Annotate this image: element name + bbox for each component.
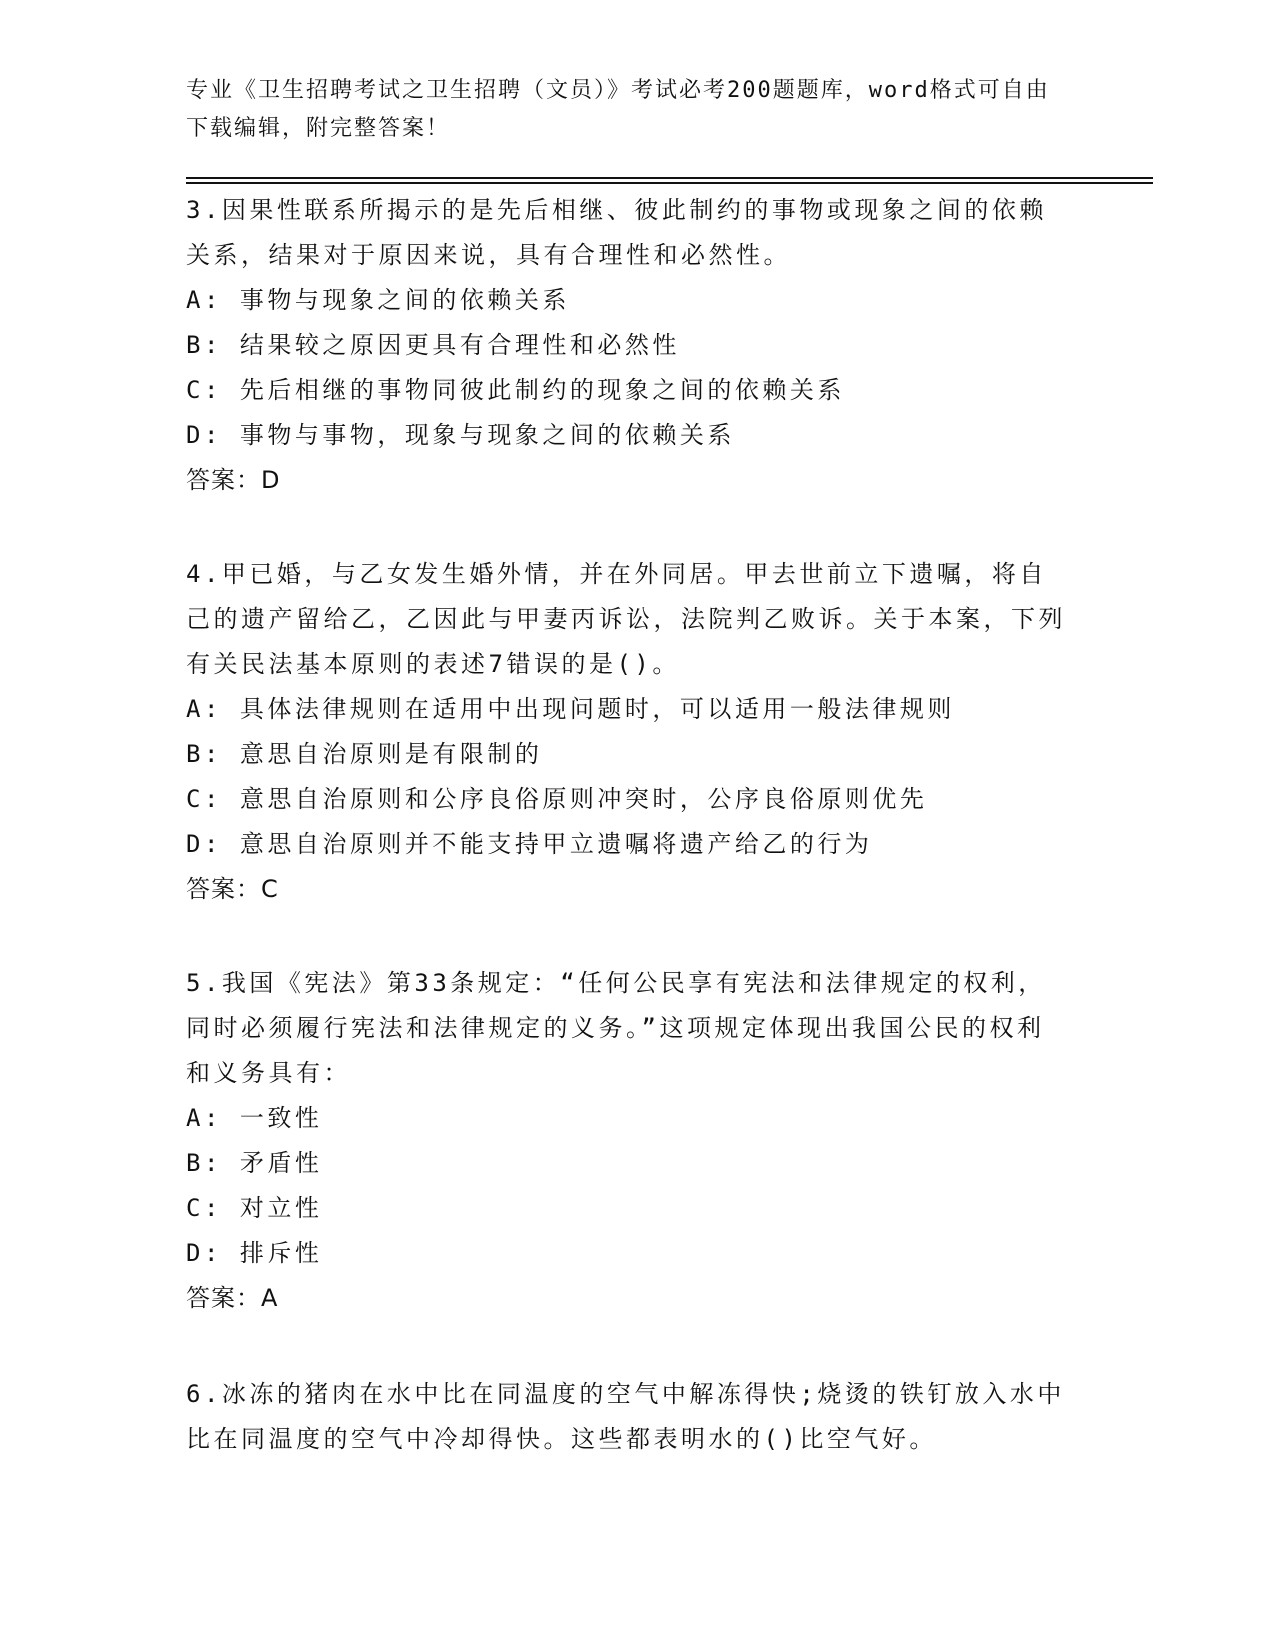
option-b: B: 意思自治原则是有限制的 <box>186 740 543 768</box>
question-stem: 3.因果性联系所揭示的是先后相继、彼此制约的事物或现象之间的依赖关系，结果对于原因来说，具有合理性和必然性。 <box>186 196 1047 269</box>
question-stem: 5.我国《宪法》第33条规定：“任何公民享有宪法和法律规定的权利，同时必须履行宪法和法律规定的义务。”这项规定体现出我国公民的权利和义务具有： <box>186 969 1046 1087</box>
answer: 答案：C <box>186 875 279 903</box>
question-stem: 6.冰冻的猪肉在水中比在同温度的空气中解冻得快;烧烫的铁钉放入水中比在同温度的空气中冷却得快。这些都表明水的()比空气好。 <box>186 1380 1065 1453</box>
option-a: A: 事物与现象之间的依赖关系 <box>186 286 570 314</box>
answer: 答案：A <box>186 1284 279 1312</box>
option-d: D: 意思自治原则并不能支持甲立遗嘱将遗产给乙的行为 <box>186 830 873 858</box>
header-divider-double <box>186 182 1153 184</box>
option-c: C: 对立性 <box>186 1194 323 1222</box>
header-divider <box>186 177 1153 179</box>
option-c: C: 意思自治原则和公序良俗原则冲突时，公序良俗原则优先 <box>186 785 928 813</box>
option-b: B: 矛盾性 <box>186 1149 323 1177</box>
option-b: B: 结果较之原因更具有合理性和必然性 <box>186 331 680 359</box>
option-d: D: 排斥性 <box>186 1239 323 1267</box>
option-a: A: 一致性 <box>186 1104 323 1132</box>
option-d: D: 事物与事物，现象与现象之间的依赖关系 <box>186 421 735 449</box>
question-4 <box>186 552 1066 912</box>
answer: 答案：D <box>186 466 281 494</box>
document-header: 专业《卫生招聘考试之卫生招聘（文员）》考试必考200题题库，word格式可自由下载编辑，附完整答案！ <box>186 78 1050 141</box>
option-c: C: 先后相继的事物同彼此制约的现象之间的依赖关系 <box>186 376 845 404</box>
question-stem: 4.甲已婚，与乙女发生婚外情，并在外同居。甲去世前立下遗嘱，将自己的遗产留给乙，乙因此与甲妻丙诉讼，法院判乙败诉。关于本案，下列有关民法基本原则的表述7错误的是()。 <box>186 560 1066 678</box>
question-5 <box>186 961 1066 1321</box>
option-a: A: 具体法律规则在适用中出现问题时，可以适用一般法律规则 <box>186 695 955 723</box>
question-3 <box>186 188 1066 503</box>
question-6 <box>186 1372 1066 1462</box>
